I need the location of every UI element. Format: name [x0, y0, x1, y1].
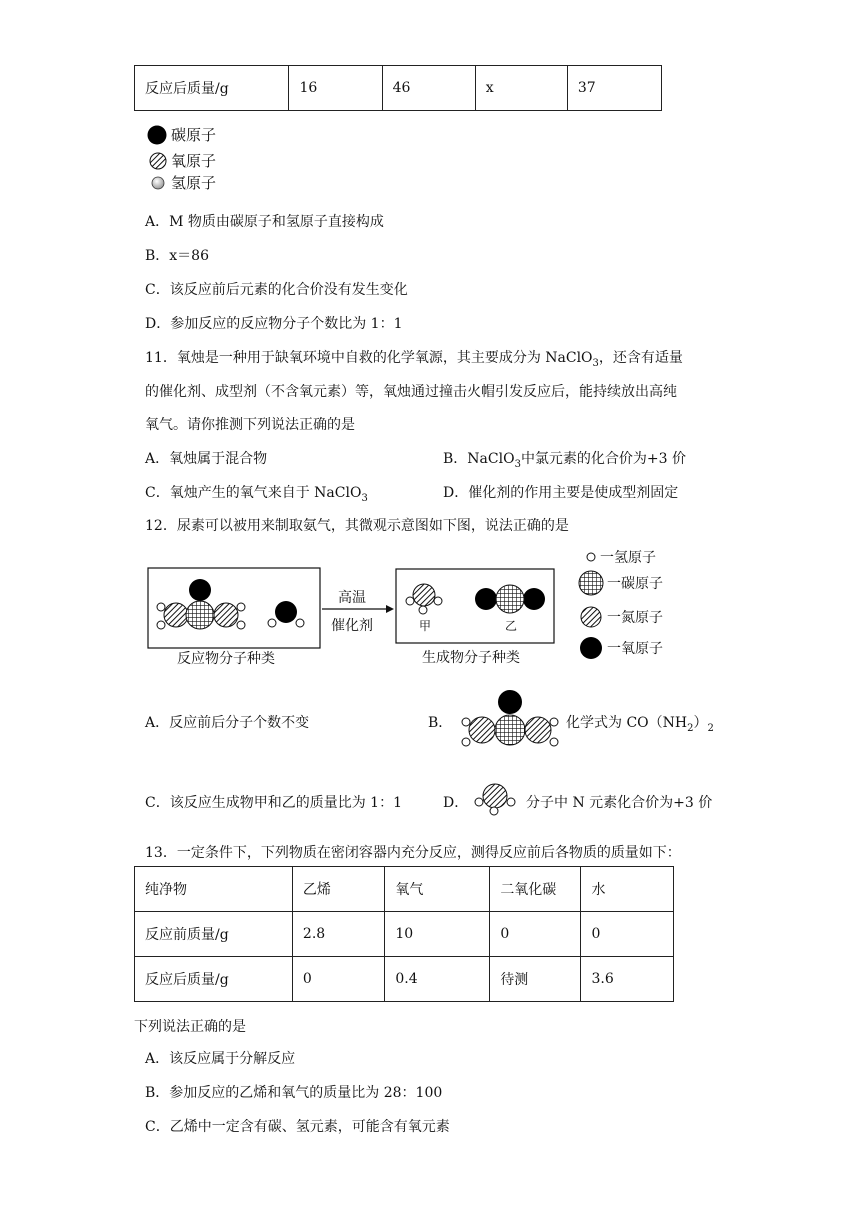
q10-option-d: D．参加反应的反应物分子个数比为 1：1	[145, 316, 403, 332]
q13-stem: 13．一定条件下，下列物质在密闭容器内充分反应，测得反应前后各物质的质量如下：	[145, 845, 681, 861]
svg-text:一氧原子: 一氧原子	[607, 641, 663, 657]
q12-stem: 12．尿素可以被用来制取氨气，其微观示意图如下图，说法正确的是	[145, 518, 569, 534]
q11-option-a: A．氧烛属于混合物	[145, 451, 268, 467]
table-header-cell: 乙烯	[292, 867, 384, 912]
table-cell: 反应后质量/g	[135, 957, 293, 1002]
label-yi: 乙	[505, 619, 518, 633]
q13-after: 下列说法正确的是	[134, 1019, 246, 1035]
product-label: 生成物分子种类	[422, 650, 520, 666]
hydrogen-atom-icon	[151, 176, 165, 190]
q12-option-b-text: 化学式为 $CO(NH_2)_2$	[566, 715, 714, 734]
reactant-label: 反应物分子种类	[177, 651, 275, 667]
table-cell: 0.4	[385, 957, 490, 1002]
arrow-icon	[386, 605, 394, 613]
reaction-diagram	[140, 545, 680, 670]
table-cell: 0	[490, 912, 581, 957]
urea-molecule	[157, 579, 245, 629]
q12-option-c: C．该反应生成物甲和乙的质量比为 1：1	[145, 795, 402, 811]
q12-option-d-text: 分子中 N 元素化合价为+3 价	[526, 795, 713, 811]
legend-oxygen: 氧原子	[149, 150, 216, 171]
svg-text:一氮原子: 一氮原子	[607, 610, 663, 626]
table-cell: x	[475, 66, 567, 111]
q11-option-d: D．催化剂的作用主要是使成型剂固定	[443, 485, 679, 501]
result-table-top	[134, 65, 662, 111]
table-row	[135, 66, 662, 111]
label-jia: 甲	[419, 619, 432, 633]
table-header-cell: 纯净物	[135, 867, 293, 912]
q11-option-c: C．氧烛产生的氧气来自于 NaClO$_3$	[145, 485, 368, 504]
q10-option-c: C．该反应前后元素的化合价没有发生变化	[145, 282, 408, 298]
q10-option-a: A．M 物质由碳原子和氢原子直接构成	[145, 214, 384, 230]
q11-stem-line3: 氧气。请你推测下列说法正确的是	[145, 417, 355, 433]
legend-hydrogen: 氢原子	[151, 172, 216, 193]
arrow-condition-bottom: 催化剂	[331, 618, 373, 634]
table-cell: 3.6	[581, 957, 674, 1002]
svg-text:一氢原子: 一氢原子	[600, 550, 656, 566]
oxygen-atom-icon	[149, 152, 167, 170]
result-table-q13	[134, 866, 674, 1002]
table-cell: 反应后质量/g	[135, 66, 289, 111]
ammonia-molecule	[406, 584, 442, 614]
q12-option-d-label: D．	[443, 795, 469, 811]
table-cell: 待测	[490, 957, 581, 1002]
svg-text:一碳原子: 一碳原子	[607, 576, 663, 592]
table-cell: 37	[567, 66, 661, 111]
q12-option-b-label: B．	[428, 715, 453, 731]
table-cell: 2.8	[292, 912, 384, 957]
table-cell: 反应前质量/g	[135, 912, 293, 957]
table-row	[135, 912, 674, 957]
legend-carbon-2	[579, 571, 663, 595]
urea-molecule-option-b	[456, 688, 566, 752]
table-header-cell: 水	[581, 867, 674, 912]
q13-option-b: B．参加反应的乙烯和氧气的质量比为 28：100	[145, 1085, 443, 1101]
legend-nitrogen-2	[581, 607, 663, 627]
ammonia-molecule-option-d	[470, 780, 522, 816]
legend-oxygen-2	[580, 637, 663, 659]
co2-molecule	[475, 585, 545, 613]
table-cell: 10	[385, 912, 490, 957]
q11-option-b: B．NaClO$_3$中氯元素的化合价为+3 价	[443, 451, 687, 470]
table-cell: 0	[292, 957, 384, 1002]
table-header-cell: 氧气	[385, 867, 490, 912]
water-molecule	[268, 601, 304, 627]
table-cell: 16	[289, 66, 382, 111]
table-cell: 46	[382, 66, 475, 111]
legend-hydrogen-2	[587, 550, 656, 566]
q13-option-c: C．乙烯中一定含有碳、氢元素，可能含有氧元素	[145, 1119, 450, 1135]
q12-option-a: A．反应前后分子个数不变	[145, 715, 310, 731]
arrow-condition-top: 高温	[338, 590, 366, 606]
q11-stem-line1: 11．氧烛是一种用于缺氧环境中自救的化学氧源，其主要成分为 NaClO$_3$，还含有适量	[145, 350, 683, 369]
carbon-atom-icon	[147, 125, 167, 145]
table-cell: 0	[581, 912, 674, 957]
q13-option-a: A．该反应属于分解反应	[145, 1051, 296, 1067]
q11-stem-line2: 的催化剂、成型剂（不含氧元素）等，氧烛通过撞击火帽引发反应后，能持续放出高纯	[145, 384, 677, 400]
q10-option-b: B．x＝86	[145, 248, 209, 264]
legend-carbon: 碳原子	[147, 124, 216, 145]
table-row	[135, 867, 674, 912]
table-row	[135, 957, 674, 1002]
table-header-cell: 二氧化碳	[490, 867, 581, 912]
